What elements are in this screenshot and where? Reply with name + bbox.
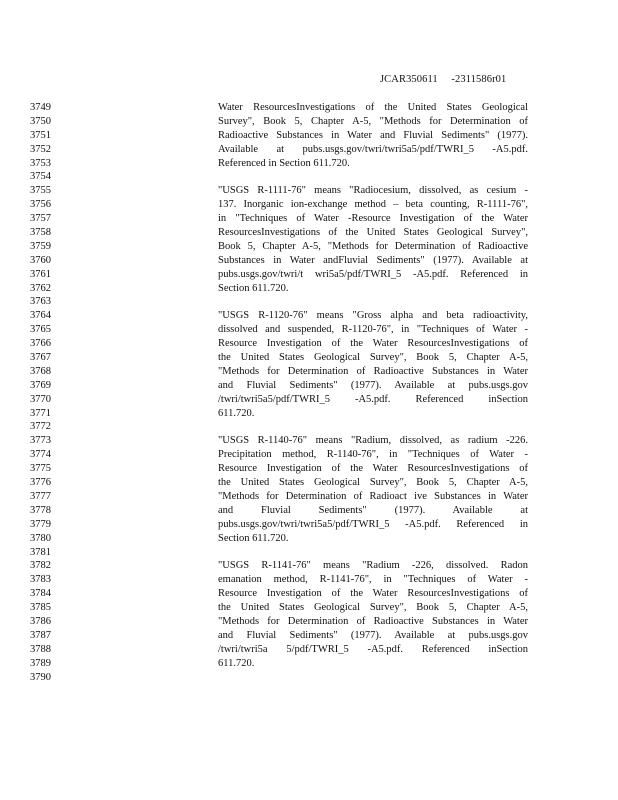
text-line: emanation method, R-1141-76", in "Techniques of Water - — [218, 574, 528, 586]
line-number: 3768 — [30, 365, 51, 377]
line-number: 3775 — [30, 463, 51, 475]
text-line: "Methods for Determination of Radioactive Substances in Water — [218, 615, 528, 627]
text-line: pubs.usgs.gov/twri/t wri5a5/pdf/TWRI_5 -A5.pdf. Referenced in — [218, 268, 528, 280]
text-line: Resource Investigation of the Water ResourcesInvestigations of — [218, 338, 528, 350]
line-number: 3780 — [30, 532, 51, 544]
line-number: 3765 — [30, 324, 51, 336]
line-number: 3750 — [30, 115, 51, 127]
line-number: 3782 — [30, 560, 51, 572]
line-number: 3778 — [30, 504, 51, 516]
line-number: 3762 — [30, 282, 51, 294]
definition-paragraph — [218, 434, 528, 545]
line-number: 3758 — [30, 227, 51, 239]
text-line: Book 5, Chapter A-5, "Methods for Determination of Radioactive — [218, 240, 528, 252]
text-line: and Fluvial Sediments" (1977). Available at pubs.usgs.gov — [218, 379, 528, 391]
paragraph-gap — [218, 546, 528, 560]
text-line: /twri/twri5a 5/pdf/TWRI_5 -A5.pdf. Referenced inSection — [218, 643, 528, 655]
line-number: 3767 — [30, 352, 51, 364]
text-line: "USGS R-1140-76" means "Radium, dissolved, as radium -226. — [218, 435, 528, 447]
line-number: 3761 — [30, 268, 51, 280]
line-number: 3753 — [30, 157, 51, 169]
text-line: /twri/twri5a5/pdf/TWRI_5 -A5.pdf. Referenced inSection — [218, 393, 528, 405]
line-number: 3764 — [30, 310, 51, 322]
text-line: the United States Geological Survey", Book 5, Chapter A-5, — [218, 477, 528, 489]
line-number: 3789 — [30, 657, 51, 669]
text-line: the United States Geological Survey", Book 5, Chapter A-5, — [218, 352, 528, 364]
text-line: the United States Geological Survey", Book 5, Chapter A-5, — [218, 602, 528, 614]
line-number: 3769 — [30, 379, 51, 391]
line-number: 3774 — [30, 449, 51, 461]
text-line: 611.720. — [218, 657, 255, 669]
line-number: 3786 — [30, 615, 51, 627]
text-line: Section 611.720. — [218, 282, 289, 294]
line-number: 3759 — [30, 240, 51, 252]
line-number: 3756 — [30, 199, 51, 211]
text-line: 137. Inorganic ion-exchange method – beta counting, R-1111-76", — [218, 199, 528, 211]
line-number: 3749 — [30, 102, 51, 113]
line-number: 3752 — [30, 143, 51, 155]
text-line: Survey", Book 5, Chapter A-5, "Methods for Determination of — [218, 115, 528, 127]
text-line: Radioactive Substances in Water and Fluvial Sediments" (1977). — [218, 129, 528, 141]
line-number: 3783 — [30, 574, 51, 586]
document-body — [218, 101, 528, 671]
definition-paragraph — [218, 309, 528, 420]
line-number: 3781 — [30, 546, 51, 558]
line-number: 3784 — [30, 588, 51, 600]
line-number: 3771 — [30, 407, 51, 419]
line-number: 3776 — [30, 477, 51, 489]
definition-paragraph — [218, 559, 528, 670]
text-line: "Methods for Determination of Radioactive Substances in Water — [218, 365, 528, 377]
text-line: "Methods for Determination of Radioact ive Substances in Water — [218, 490, 528, 502]
line-number: 3763 — [30, 296, 51, 308]
text-line: Section 611.720. — [218, 532, 289, 544]
text-line: 611.720. — [218, 407, 255, 419]
text-line: Resource Investigation of the Water ResourcesInvestigations of — [218, 463, 528, 475]
text-line: pubs.usgs.gov/twri/twri5a5/pdf/TWRI_5 -A5.pdf. Referenced in — [218, 518, 528, 530]
line-number: 3773 — [30, 435, 51, 447]
line-number: 3790 — [30, 671, 51, 683]
line-number-column — [30, 101, 70, 684]
definition-paragraph — [218, 101, 528, 170]
paragraph-gap — [218, 170, 528, 184]
text-line: ResourcesInvestigations of the United States Geological Survey", — [218, 227, 528, 239]
text-line: Referenced in Section 611.720. — [218, 157, 350, 169]
paragraph-gap — [218, 420, 528, 434]
text-line: "USGS R-1111-76" means "Radiocesium, dissolved, as cesium - — [218, 185, 528, 197]
line-number: 3755 — [30, 185, 51, 197]
text-line: and Fluvial Sediments" (1977). Available at pubs.usgs.gov — [218, 629, 528, 641]
definition-paragraph — [218, 184, 528, 295]
line-number: 3777 — [30, 490, 51, 502]
text-line: Substances in Water andFluvial Sediments" (1977). Available at — [218, 254, 528, 266]
line-number: 3754 — [30, 171, 51, 183]
line-number: 3788 — [30, 643, 51, 655]
text-line: "USGS R-1141-76" means "Radium -226, dissolved. Radon — [218, 560, 528, 572]
text-line: Available at pubs.usgs.gov/twri/twri5a5/pdf/TWRI_5 -A5.pdf. — [218, 143, 528, 155]
text-line: in "Techniques of Water -Resource Investigation of the Water — [218, 213, 528, 225]
line-number: 3760 — [30, 254, 51, 266]
line-number: 3751 — [30, 129, 51, 141]
line-number: 3772 — [30, 421, 51, 433]
paragraph-gap — [218, 295, 528, 309]
text-line: Water ResourcesInvestigations of the United States Geological — [218, 102, 528, 113]
text-line: "USGS R-1120-76" means "Gross alpha and beta radioactivity, — [218, 310, 528, 322]
line-number: 3770 — [30, 393, 51, 405]
line-number: 3766 — [30, 338, 51, 350]
text-line: Resource Investigation of the Water ResourcesInvestigations of — [218, 588, 528, 600]
text-line: Precipitation method, R-1140-76", in "Techniques of Water - — [218, 449, 528, 461]
line-number: 3787 — [30, 629, 51, 641]
text-line: and Fluvial Sediments" (1977). Available at — [218, 504, 528, 516]
line-number: 3779 — [30, 518, 51, 530]
text-line: dissolved and suspended, R-1120-76", in "Techniques of Water - — [218, 324, 528, 336]
line-number: 3785 — [30, 602, 51, 614]
line-number: 3757 — [30, 213, 51, 225]
document-header-id: JCAR350611 -2311586r01 — [380, 74, 507, 85]
